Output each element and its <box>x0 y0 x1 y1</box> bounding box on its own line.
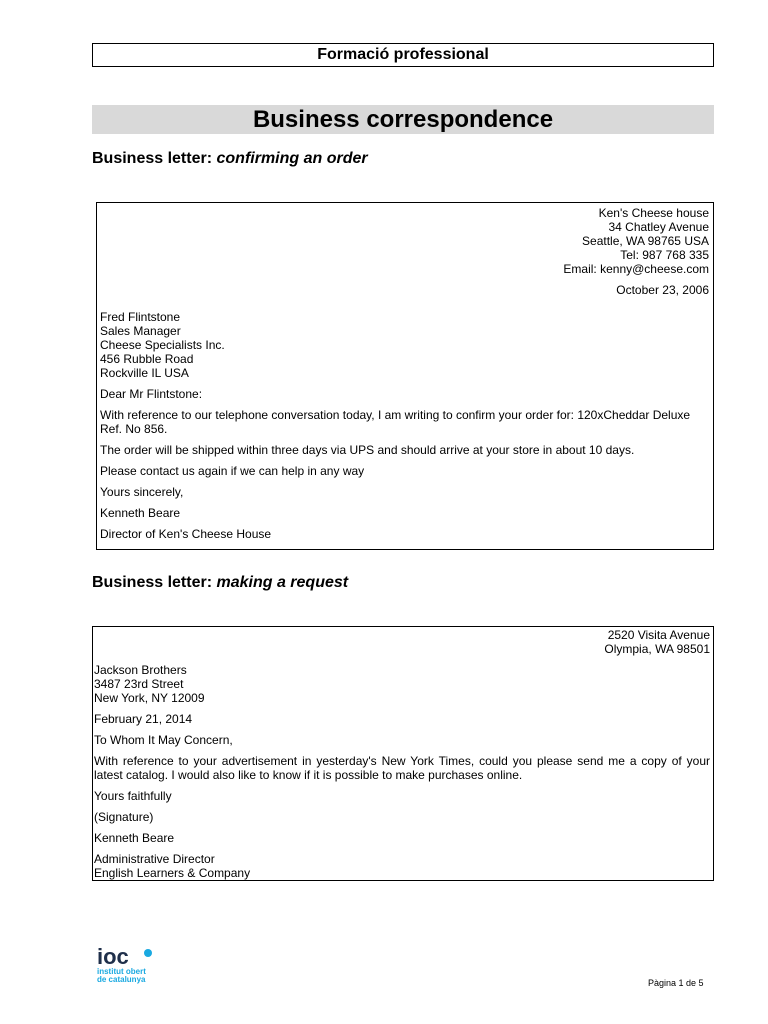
closing: Yours sincerely, <box>100 485 184 499</box>
sender-address: Ken's Cheese house 34 Chatley Avenue Seattle, WA 98765 USA Tel: 987 768 335 Email: kenny@cheese.com <box>563 206 709 276</box>
section2-heading: Business letter: making a request <box>92 574 349 591</box>
sender-address: 2520 Visita Avenue Olympia, WA 98501 <box>604 628 710 656</box>
body-paragraph: With reference to your advertisement in yesterday's New York Times, could you please send me a copy of your latest catalog. I would also like to know if it is possible to make purchases online. <box>94 754 710 782</box>
signer-name: Kenneth Beare <box>100 506 181 520</box>
signer-title: Administrative Director <box>94 852 215 866</box>
recipient-address: Jackson Brothers 3487 23rd Street New York, NY 12009 <box>94 663 205 705</box>
closing: Yours faithfully <box>94 789 172 803</box>
header-title: Formació professional <box>317 46 489 63</box>
body-paragraph: The order will be shipped within three days via UPS and should arrive at your store in about 10 days. <box>100 443 635 457</box>
section1-heading: Business letter: confirming an order <box>92 150 368 167</box>
document-header <box>92 43 714 67</box>
company-name: English Learners & Company <box>94 866 251 880</box>
logo-subtitle: institut obert de catalunya <box>97 967 146 984</box>
letter-date: February 21, 2014 <box>94 712 193 726</box>
body-paragraph: With reference to our telephone conversation today, I am writing to confirm your order for: 120xCheddar Deluxe Ref. No 856. <box>100 408 691 436</box>
salutation: To Whom It May Concern, <box>94 733 233 747</box>
letter-making-request <box>92 626 714 881</box>
recipient-address: Fred Flintstone Sales Manager Cheese Specialists Inc. 456 Rubble Road Rockville IL USA <box>100 310 225 380</box>
signer-title: Director of Ken's Cheese House <box>100 527 272 541</box>
ioc-logo <box>97 944 146 984</box>
signature: (Signature) <box>94 810 154 824</box>
salutation: Dear Mr Flintstone: <box>100 387 203 401</box>
signer-name: Kenneth Beare <box>94 831 175 845</box>
body-paragraph: Please contact us again if we can help in any way <box>100 464 365 478</box>
logo-wordmark: ioc <box>97 944 146 970</box>
logo-dot-icon <box>144 949 152 957</box>
page-number: Pàgina 1 de 5 <box>648 978 704 988</box>
page-title: Business correspondence <box>92 105 714 134</box>
letter-date: October 23, 2006 <box>616 283 709 297</box>
letter-confirming-order <box>96 202 714 550</box>
